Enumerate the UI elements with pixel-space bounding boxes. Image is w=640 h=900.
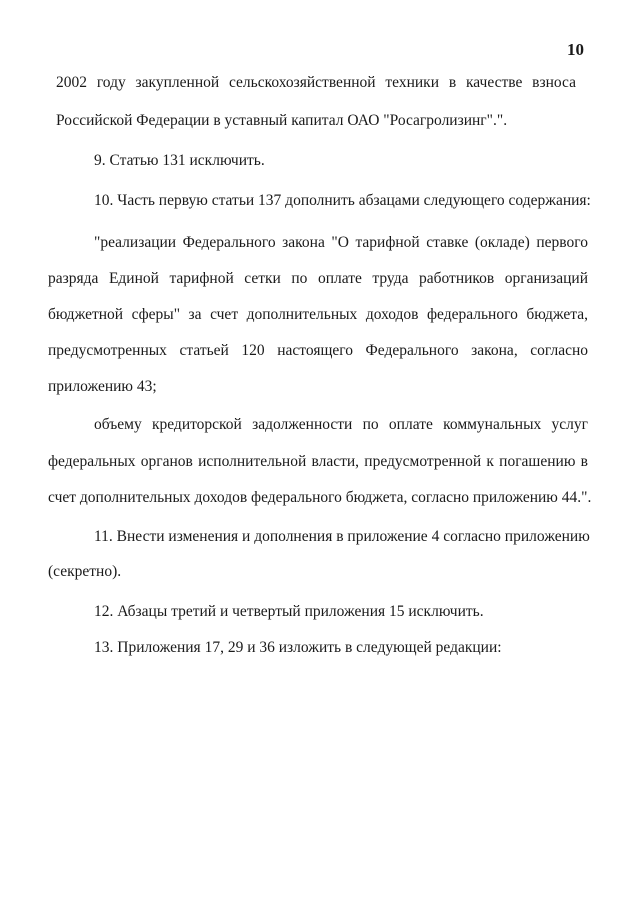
text-line: счет дополнительных доходов федерального бюджета, согласно приложению 44.".: [48, 489, 592, 506]
text-line: приложению 43;: [48, 378, 157, 395]
text-line: бюджетной сферы" за счет дополнительных доходов федерального бюджета,: [48, 306, 588, 323]
text-line: федеральных органов исполнительной власти, предусмотренной к погашению в: [48, 453, 588, 470]
text-line: 9. Статью 131 исключить.: [94, 152, 265, 169]
text-line: разряда Единой тарифной сетки по оплате труда работников организаций: [48, 270, 588, 287]
text-line: 13. Приложения 17, 29 и 36 изложить в следующей редакции:: [94, 639, 502, 656]
text-line: Российской Федерации в уставный капитал ОАО "Росагролизинг".".: [56, 112, 508, 129]
page-number: 10: [567, 40, 584, 59]
text-line: 2002 году закупленной сельскохозяйственной техники в качестве взноса: [56, 74, 576, 91]
text-line: 10. Часть первую статьи 137 дополнить абзацами следующего содержания:: [94, 192, 591, 209]
text-line: "реализации Федерального закона "О тарифной ставке (окладе) первого: [94, 234, 588, 251]
text-line: 12. Абзацы третий и четвертый приложения 15 исключить.: [94, 603, 484, 620]
text-line: объему кредиторской задолженности по оплате коммунальных услуг: [94, 416, 588, 433]
text-line: 11. Внести изменения и дополнения в приложение 4 согласно приложению: [94, 528, 590, 545]
text-line: (секретно).: [48, 563, 122, 580]
text-line: предусмотренных статьей 120 настоящего Федерального закона, согласно: [48, 342, 588, 359]
